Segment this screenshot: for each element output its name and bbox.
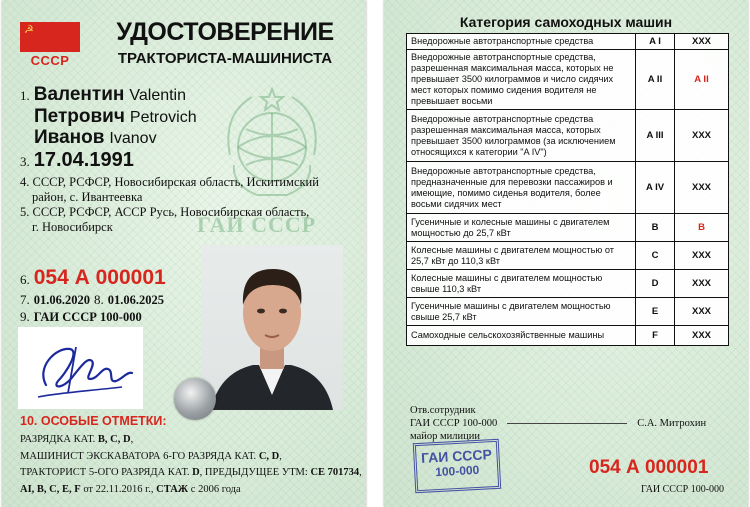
patronymic-latin: Petrovich (129, 109, 197, 126)
license-back (384, 0, 748, 507)
gai-watermark: ГАИ СССР (197, 212, 317, 237)
expiry-date: 01.06.2025 (107, 293, 164, 307)
categories-table (406, 33, 729, 346)
category-description: Внедорожные автотранспортные средства разрешенная максимальная масса, которых превышает 3500 килограммов (за исключением относящихся к категории "A IV") (407, 110, 636, 162)
category-description: Гусеничные и колесные машины с двигателем мощностью до 25,7 кВт (407, 214, 636, 242)
category-mark: ХХХ (675, 34, 729, 50)
category-code: C (636, 242, 675, 270)
category-row (407, 162, 729, 214)
category-mark: ХХХ (675, 242, 729, 270)
issuer-back: ГАИ СССР 100-000 (641, 484, 725, 495)
last-name-row (34, 127, 157, 149)
hologram-icon (174, 378, 216, 420)
signature-icon (18, 327, 143, 409)
category-description: Колесные машины с двигателем мощностью от 25,7 кВт до 110,3 кВт (407, 242, 636, 270)
special-marks (20, 432, 365, 498)
marks-line-1: РАЗРЯДКА КАТ. В, С, D, (20, 434, 134, 445)
document-number-back: 054 А 000001 (589, 457, 709, 478)
marks-line-2: МАШИНИСТ ЭКСКАВАТОРА 6-ГО РАЗРЯДА КАТ. С, D, (20, 450, 282, 462)
last-name: Иванов (34, 127, 105, 148)
residence: 5. СССР, РСФСР, АССР Русь, Новосибирская область, г. Новосибирск (20, 205, 310, 234)
signature-line (507, 423, 627, 424)
dob-row: 3. 17.04.1991 (20, 149, 134, 171)
category-row (407, 50, 729, 110)
patronymic: Петрович (34, 106, 125, 127)
document-number: 054 А 000001 (33, 266, 166, 289)
first-name-row: 1. Валентин Valentin (20, 84, 187, 105)
category-row (407, 34, 729, 50)
category-description: Внедорожные автотранспортные средства, предназначенные для перевозки пассажиров и имеющие, помимо сиденья водителя, более восьми сидячих мест (407, 162, 636, 214)
category-description: Внедорожные автотранспортные средства (407, 34, 636, 50)
category-row (407, 326, 729, 346)
category-row (407, 270, 729, 298)
doc-number-row: 6. 054 А 000001 (20, 266, 166, 289)
category-description: Самоходные сельскохозяйственные машины (407, 326, 636, 346)
category-mark: A II (675, 50, 729, 110)
officer-line-2: ГАИ СССР 100-000 С.А. Митрохин (410, 418, 707, 429)
document-title: УДОСТОВЕРЕНИЕ (116, 18, 334, 46)
category-description: Внедорожные автотранспортные средства, разрешенная максимальная масса, которых не превышает 3500 килограммов и число сидячих мест которых помимо сидения водителя не превышает восьми (407, 50, 636, 110)
holder-photo (201, 245, 343, 410)
category-code: F (636, 326, 675, 346)
last-name-latin: Ivanov (109, 130, 157, 147)
officer-name: С.А. Митрохин (637, 418, 707, 429)
category-mark: B (675, 214, 729, 242)
category-code: A II (636, 50, 675, 110)
category-mark: ХХХ (675, 298, 729, 326)
first-name-latin: Valentin (129, 87, 187, 104)
officer-rank: майор милиции (410, 431, 480, 442)
officer-line-1: Отв.сотрудник (410, 405, 476, 416)
category-code: D (636, 270, 675, 298)
license-front (2, 0, 366, 507)
category-code: A I (636, 34, 675, 50)
issuer-row: 9. ГАИ СССР 100-000 (20, 309, 142, 324)
flag-label: СССР (30, 53, 70, 68)
dates-row: 7. 01.06.2020 8. 01.06.2025 (20, 292, 164, 307)
category-mark: ХХХ (675, 326, 729, 346)
marks-line-3: ТРАКТОРИСТ 5-ОГО РАЗРЯДА КАТ. D, ПРЕДЫДУЩЕЕ УТМ: СЕ 701734, (20, 467, 362, 478)
category-description: Гусеничные машины с двигателем мощностью свыше 25,7 кВт (407, 298, 636, 326)
category-mark: ХХХ (675, 270, 729, 298)
category-row (407, 298, 729, 326)
date-of-birth: 17.04.1991 (33, 149, 134, 171)
category-mark: ХХХ (675, 162, 729, 214)
category-code: B (636, 214, 675, 242)
category-row (407, 110, 729, 162)
hammer-sickle-icon: ☭ (24, 23, 34, 36)
portrait-icon (201, 245, 343, 410)
issue-date: 01.06.2020 (33, 293, 90, 307)
category-description: Колесные машины с двигателем мощностью свыше 110,3 кВт (407, 270, 636, 298)
category-code: A III (636, 110, 675, 162)
category-row (407, 214, 729, 242)
category-code: E (636, 298, 675, 326)
gai-stamp: ГАИ СССР 100-000 (413, 439, 501, 493)
special-marks-title: 10. ОСОБЫЕ ОТМЕТКИ: (20, 414, 167, 428)
marks-line-4: AI, B, C, E, F от 22.11.2016 г., СТАЖ с 2006 года (20, 483, 241, 495)
first-name: Валентин (33, 84, 125, 105)
categories-title: Категория самоходных машин (459, 14, 673, 30)
document-subtitle: ТРАКТОРИСТА-МАШИНИСТА (117, 50, 333, 67)
category-row (407, 242, 729, 270)
birthplace: 4. СССР, РСФСР, Новосибирская область, Искитимский район, с. Ивантеевка (20, 175, 319, 204)
patronymic-row (34, 106, 197, 128)
category-mark: ХХХ (675, 110, 729, 162)
signature (18, 327, 143, 409)
category-code: A IV (636, 162, 675, 214)
issuer: ГАИ СССР 100-000 (33, 310, 142, 324)
ussr-flag-icon (20, 22, 80, 52)
